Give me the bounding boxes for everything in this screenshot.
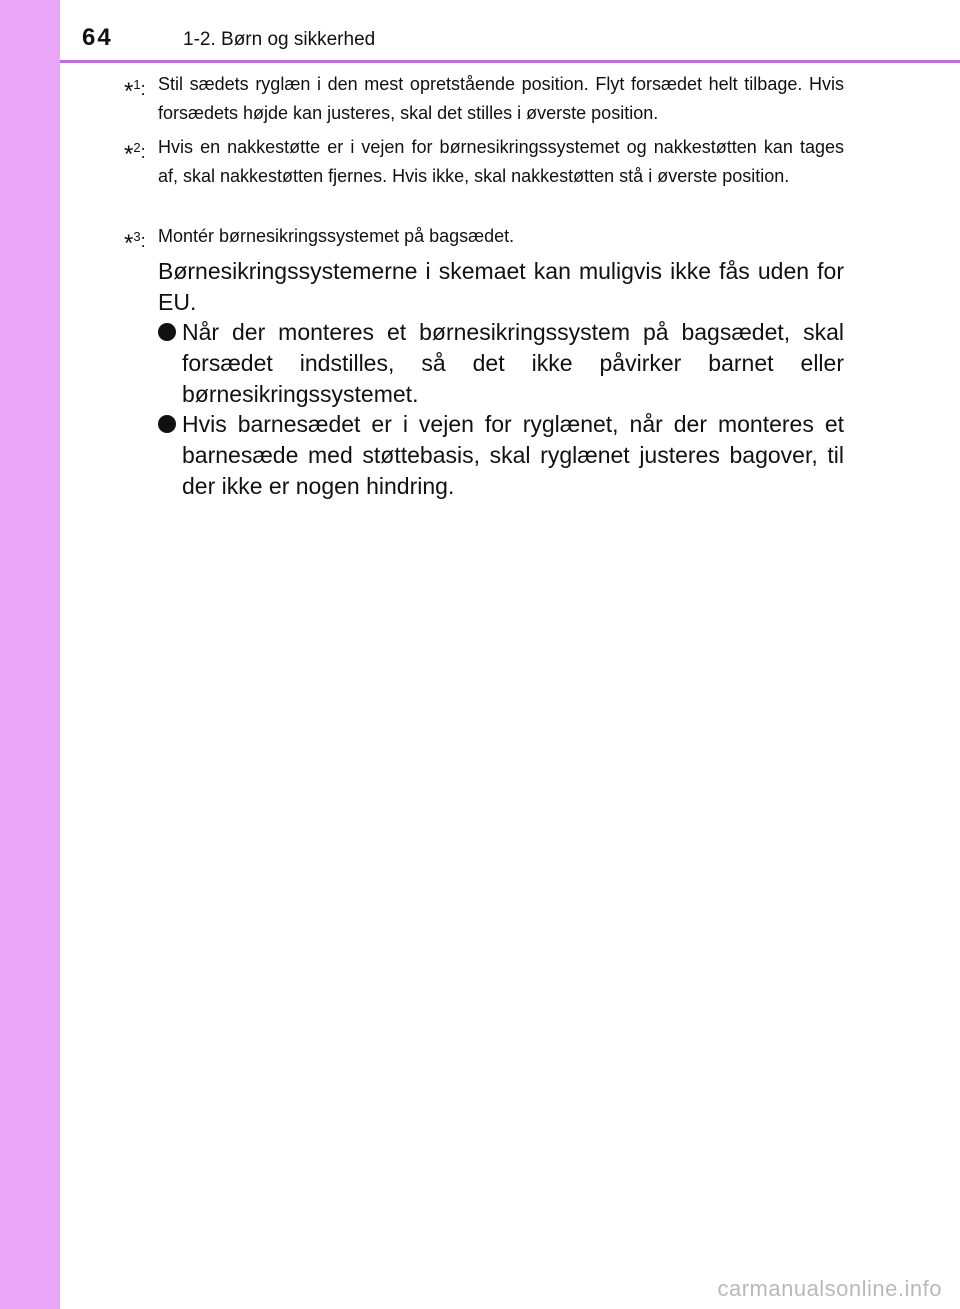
bullet-item (158, 409, 844, 502)
side-band (0, 0, 60, 1309)
watermark: carmanualsonline.info (717, 1276, 942, 1301)
footnote-marker: *$^3$: (124, 229, 146, 257)
footnote-3 (124, 222, 844, 257)
footnote-text: Montér børnesikringssystemet på bagsædet. (158, 226, 515, 246)
footnote-text: Stil sædets ryglæn i den mest opretstående position. Flyt forsædet helt tilbage. Hvis forsædets højde kan justeres, skal det stilles i øverste position. (158, 74, 844, 123)
body-paragraph: Børnesikringssystemerne i skemaet kan muligvis ikke fås uden for EU. (158, 258, 844, 315)
bullet-dot-icon (158, 415, 176, 433)
bullet-text: Hvis barnesædet er i vejen for ryglænet, når der monteres et barnesæde med støttebasis, skal ryglænet justeres bagover, til der ikke er nogen hindring. (182, 411, 844, 499)
bullet-text: Når der monteres et børnesikringssystem på bagsædet, skal forsædet indstilles, så det ikke påvirker barnet eller børnesikringssystemet. (182, 319, 844, 407)
section-title: 1-2. Børn og sikkerhed (183, 29, 376, 50)
footnote-marker: *$^1$: (124, 77, 146, 105)
footnote-marker: *$^2$: (124, 140, 146, 168)
footnote-text: Hvis en nakkestøtte er i vejen for børnesikringssystemet og nakkestøtten kan tages af, skal nakkestøtten fjernes. Hvis ikke, skal nakkestøtten stå i øverste position. (158, 137, 844, 186)
page-number: 64 (82, 24, 113, 51)
bullet-dot-icon (158, 323, 176, 341)
bullet-item (158, 317, 844, 410)
header-divider (60, 60, 960, 63)
footnote-1 (124, 70, 844, 128)
footnote-2 (124, 133, 844, 191)
